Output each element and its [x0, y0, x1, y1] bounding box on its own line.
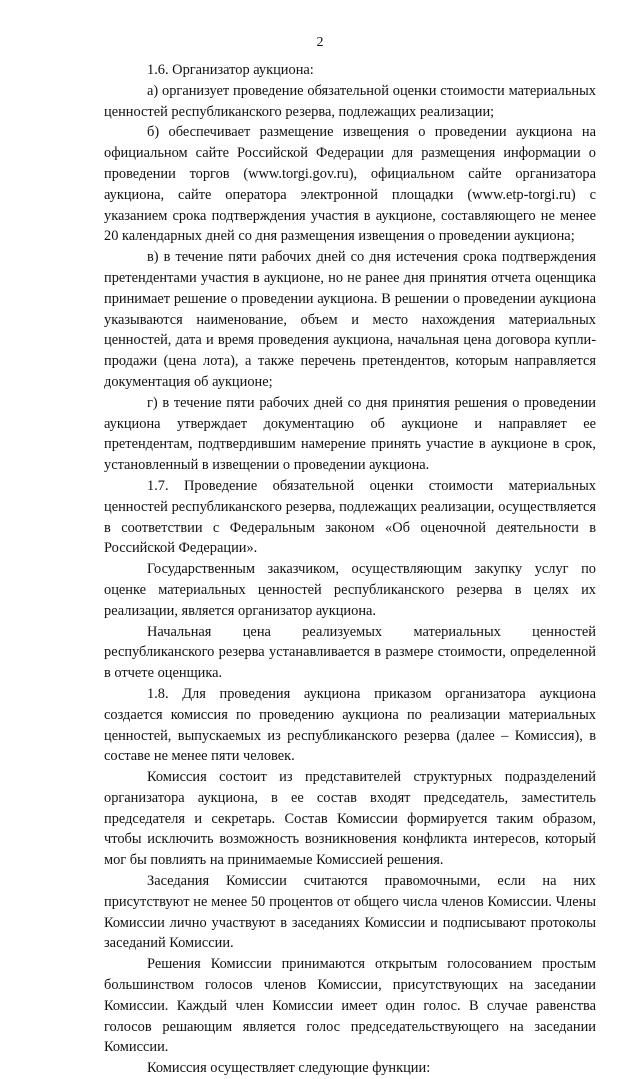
document-body	[104, 60, 596, 1079]
paragraph-1-7: 1.7. Проведение обязательной оценки стоимости материальных ценностей республиканского резерва, подлежащих реализации, осуществляется в соответствии с Федеральным законом «Об оценочной деятельности в Российской Федерации».	[104, 477, 596, 557]
paragraph-state-customer: Государственным заказчиком, осуществляющим закупку услуг по оценке материальных ценностей республиканского резерва в целях их реализации, является организатор аукциона.	[104, 561, 596, 619]
paragraph-1-8: 1.8. Для проведения аукциона приказом организатора аукциона создается комиссия по проведению аукциона по реализации материальных ценностей, выпускаемых из республиканского резерва (далее – Комиссия), в составе не менее пяти человек.	[104, 685, 596, 765]
paragraph-commission-functions: Комиссия осуществляет следующие функции:	[147, 1060, 431, 1077]
page-number: 2	[316, 35, 324, 50]
paragraph-initial-price: Начальная цена реализуемых материальных ценностей республиканского резерва устанавливается в размере стоимости, определенной в отчете оценщика.	[104, 623, 596, 682]
paragraph-item-a: а) организует проведение обязательной оценки стоимости материальных ценностей республиканского резерва, подлежащих реализации;	[104, 82, 596, 120]
paragraph-item-b: б) обеспечивает размещение извещения о проведении аукциона на официальном сайте Российской Федерации для размещения информации о проведении торгов (www.torgi.gov.ru), официальном сайте организатора аукциона, сайте оператора электронной площадки (www.etp-torgi.ru) с указанием срока подтверждения участия в аукционе, составляющего не менее 20 календарных дней со дня размещения извещения о проведении аукциона;	[104, 124, 596, 245]
paragraph-commission-decisions: Решения Комиссии принимаются открытым голосованием простым большинством голосов членов Комиссии, присутствующих на заседании Комиссии. Каждый член Комиссии имеет один голос. В случае равенства голосов решающим является голос председательствующего на заседании Комиссии.	[104, 956, 596, 1056]
paragraph-item-g: г) в течение пяти рабочих дней со дня принятия решения о проведении аукциона утверждает документацию об аукционе и направляет ее претендентам, подтвердившим намерение принять участие в аукционе в срок, установленный в извещении о проведении аукциона.	[104, 394, 596, 474]
paragraph-commission-composition: Комиссия состоит из представителей структурных подразделений организатора аукциона, в ее состав входят председатель, заместитель председателя и секретарь. Состав Комиссии формируется таким образом, чтобы исключить возможность возникновения конфликта интересов, который мог бы повлиять на принимаемые Комиссией решения.	[104, 769, 596, 869]
paragraph-1-6-heading: 1.6. Организатор аукциона:	[147, 62, 314, 78]
paragraph-commission-meetings: Заседания Комиссии считаются правомочными, если на них присутствуют не менее 50 процентов от общего числа членов Комиссии. Члены Комиссии лично участвуют в заседаниях Комиссии и подписывают протоколы заседаний Комиссии.	[104, 873, 596, 952]
paragraph-item-v: в) в течение пяти рабочих дней со дня истечения срока подтверждения претендентами участия в аукционе, но не ранее дня принятия отчета оценщика принимает решение о проведении аукциона. В решении о проведении аукциона указываются наименование, объем и место нахождения материальных ценностей, дата и время проведения аукциона, начальная цена договора купли-продажи (цена лота), а также перечень претендентов, которым направляется документация об аукционе;	[104, 249, 596, 390]
